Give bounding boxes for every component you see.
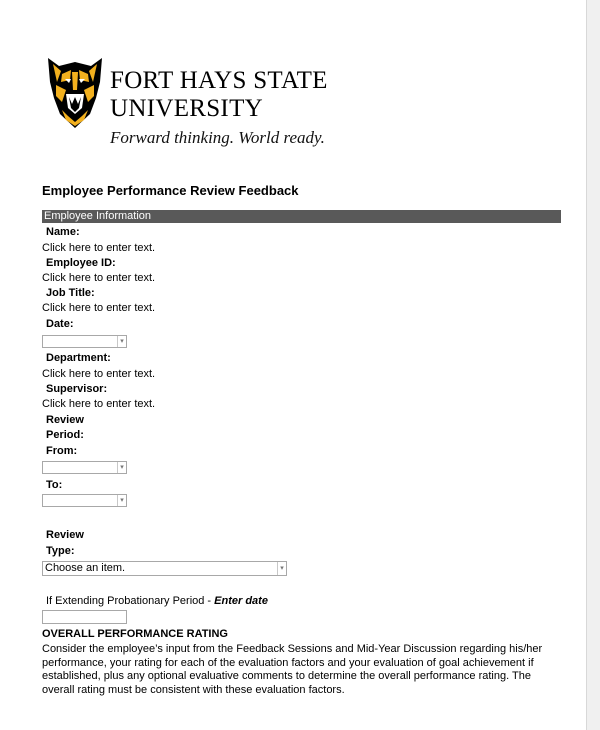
review-period-label-line2: Period: [46, 429, 84, 441]
name-label: Name: [46, 226, 80, 238]
supervisor-label: Supervisor: [46, 383, 108, 395]
employee-id-field[interactable]: Click here to enter text. [42, 272, 156, 284]
date-dropdown-arrow-icon[interactable]: ▾ [117, 336, 126, 347]
employee-id-label: Employee ID: [46, 257, 116, 269]
date-label: Date: [46, 318, 74, 330]
from-date-picker[interactable] [42, 461, 127, 474]
from-dropdown-arrow-icon[interactable]: ▾ [117, 462, 126, 473]
from-label: From: [46, 445, 78, 457]
extending-probationary-label: If Extending Probationary Period - [46, 595, 215, 607]
employee-information-header: Employee Information [42, 210, 561, 223]
enter-date-prompt[interactable]: Enter date [214, 595, 268, 607]
logo-line-university: UNIVERSITY [110, 95, 263, 122]
document-title: Employee Performance Review Feedback [42, 183, 299, 198]
to-label: To: [46, 479, 63, 491]
overall-rating-paragraph: Consider the employee’s input from the Feedback Sessions and Mid-Year Discussion regarding his/her performance, your rating for each of the evaluation factors and your evaluation of goal achievement if established, plus any optional evaluative comments to determine the overall performance rating. The overall rating must be consistent with these evaluation factors. [42, 643, 543, 696]
review-type-dropdown-arrow-icon[interactable]: ▾ [277, 562, 286, 575]
job-title-label: Job Title: [46, 287, 95, 299]
review-type-label-line1: Review [46, 529, 84, 541]
to-dropdown-arrow-icon[interactable]: ▾ [117, 495, 126, 506]
tiger-mascot-icon [44, 52, 106, 132]
review-type-label-line2: Type: [46, 545, 75, 557]
extending-probationary-line [46, 595, 268, 608]
probationary-date-field[interactable] [42, 610, 127, 624]
job-title-field[interactable]: Click here to enter text. [42, 302, 156, 314]
department-field[interactable]: Click here to enter text. [42, 368, 156, 380]
logo-tagline: Forward thinking. World ready. [110, 128, 325, 147]
review-type-select-value: Choose an item. [45, 562, 126, 574]
review-type-select[interactable] [42, 561, 287, 576]
university-logo [44, 52, 328, 152]
department-label: Department: [46, 352, 111, 364]
overall-rating-heading: OVERALL PERFORMANCE RATING [42, 628, 228, 640]
name-field[interactable]: Click here to enter text. [42, 242, 156, 254]
date-picker[interactable] [42, 335, 127, 348]
logo-line-fort-hays-state: FORT HAYS STATE [110, 67, 328, 94]
supervisor-field[interactable]: Click here to enter text. [42, 398, 156, 410]
to-date-picker[interactable] [42, 494, 127, 507]
review-period-label-line1: Review [46, 414, 84, 426]
